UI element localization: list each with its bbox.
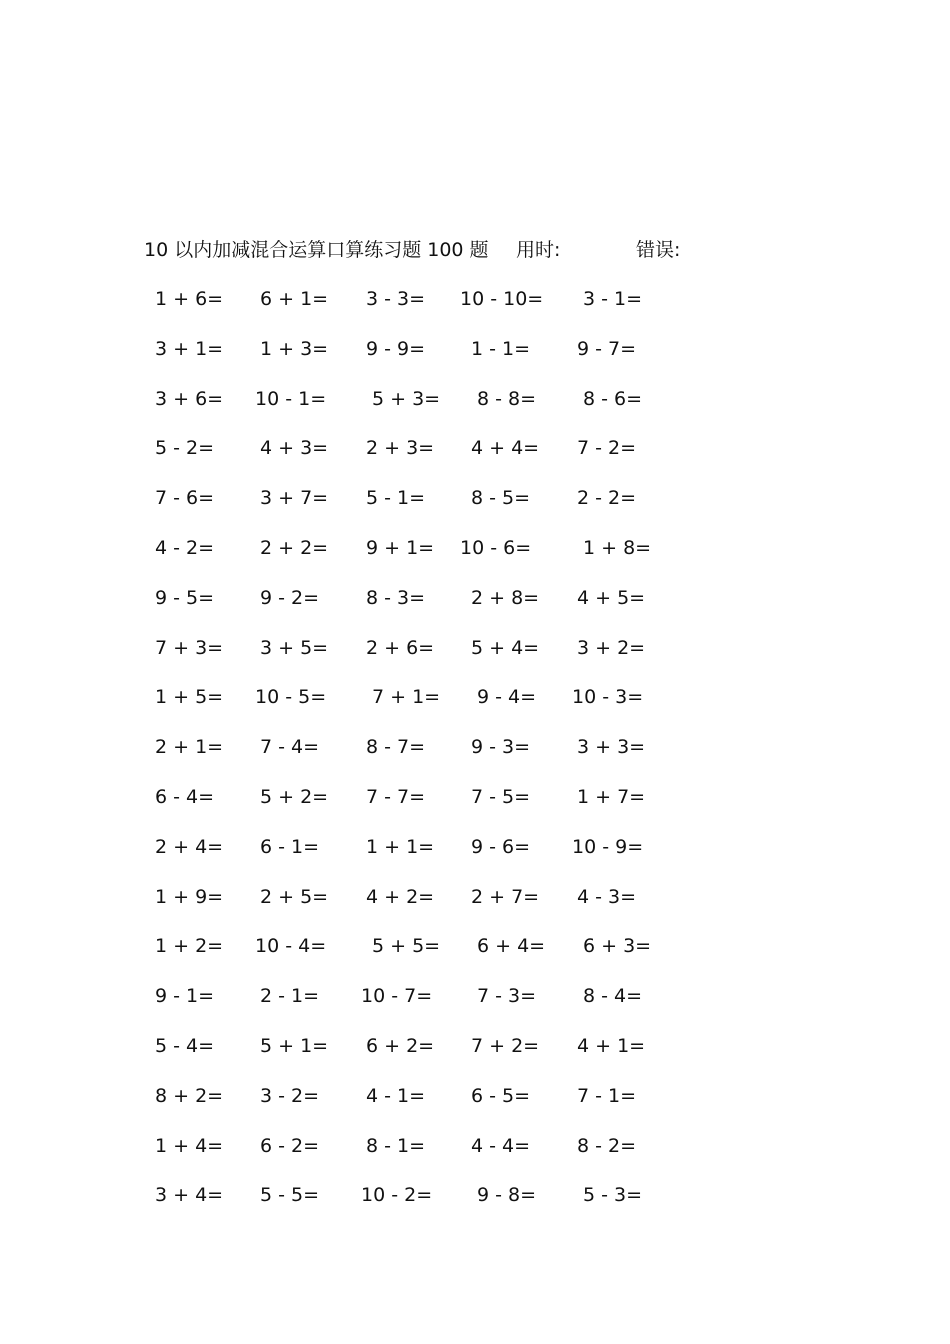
problem-cell: 2 - 1=: [260, 985, 320, 1007]
problem-cell: 5 - 3=: [583, 1184, 643, 1206]
problem-cell: 3 + 1=: [155, 338, 224, 360]
problem-cell: 6 - 4=: [155, 786, 215, 808]
problem-cell: 5 + 2=: [260, 786, 329, 808]
problem-cell: 2 + 8=: [471, 587, 540, 609]
problem-cell: 9 - 8=: [477, 1184, 537, 1206]
problem-cell: 3 + 3=: [577, 736, 646, 758]
problem-cell: 6 + 3=: [583, 935, 652, 957]
problem-cell: 2 + 5=: [260, 886, 329, 908]
problem-cell: 7 - 3=: [477, 985, 537, 1007]
problem-cell: 2 + 2=: [260, 537, 329, 559]
problem-cell: 2 - 2=: [577, 487, 637, 509]
problem-cell: 7 - 5=: [471, 786, 531, 808]
problem-cell: 10 - 9=: [572, 836, 644, 858]
problem-cell: 1 + 5=: [155, 686, 224, 708]
problem-cell: 10 - 2=: [361, 1184, 433, 1206]
problem-cell: 2 + 3=: [366, 437, 435, 459]
problem-cell: 10 - 4=: [255, 935, 327, 957]
problem-cell: 4 - 1=: [366, 1085, 426, 1107]
problem-cell: 8 - 1=: [366, 1135, 426, 1157]
problem-cell: 3 + 5=: [260, 637, 329, 659]
problem-cell: 10 - 10=: [460, 288, 544, 310]
problem-cell: 1 + 8=: [583, 537, 652, 559]
problem-cell: 5 - 4=: [155, 1035, 215, 1057]
problem-cell: 7 - 1=: [577, 1085, 637, 1107]
problem-cell: 7 - 7=: [366, 786, 426, 808]
problem-cell: 3 - 2=: [260, 1085, 320, 1107]
problem-cell: 5 + 5=: [372, 935, 441, 957]
problem-cell: 4 - 2=: [155, 537, 215, 559]
problem-cell: 6 - 2=: [260, 1135, 320, 1157]
problem-cell: 9 - 5=: [155, 587, 215, 609]
problem-cell: 5 - 5=: [260, 1184, 320, 1206]
error-count-label: 错误:: [636, 239, 681, 261]
problem-cell: 5 + 4=: [471, 637, 540, 659]
problem-cell: 9 - 7=: [577, 338, 637, 360]
problem-cell: 10 - 7=: [361, 985, 433, 1007]
problem-cell: 4 - 3=: [577, 886, 637, 908]
problem-cell: 1 + 4=: [155, 1135, 224, 1157]
problem-cell: 2 + 7=: [471, 886, 540, 908]
problem-cell: 3 + 7=: [260, 487, 329, 509]
problem-cell: 7 - 6=: [155, 487, 215, 509]
problem-cell: 2 + 4=: [155, 836, 224, 858]
problem-cell: 9 - 1=: [155, 985, 215, 1007]
problem-cell: 3 - 3=: [366, 288, 426, 310]
problem-cell: 4 + 2=: [366, 886, 435, 908]
problem-cell: 2 + 6=: [366, 637, 435, 659]
problem-cell: 8 - 5=: [471, 487, 531, 509]
problem-cell: 9 - 4=: [477, 686, 537, 708]
problem-cell: 10 - 5=: [255, 686, 327, 708]
problem-cell: 7 + 3=: [155, 637, 224, 659]
problem-cell: 7 + 1=: [372, 686, 441, 708]
problem-cell: 6 - 1=: [260, 836, 320, 858]
problem-cell: 4 + 4=: [471, 437, 540, 459]
problem-cell: 1 + 9=: [155, 886, 224, 908]
problem-cell: 1 + 6=: [155, 288, 224, 310]
problem-cell: 8 - 4=: [583, 985, 643, 1007]
problem-cell: 1 + 1=: [366, 836, 435, 858]
time-used-label: 用时:: [516, 239, 561, 261]
problem-cell: 10 - 6=: [460, 537, 532, 559]
problem-cell: 8 - 6=: [583, 388, 643, 410]
problem-cell: 10 - 1=: [255, 388, 327, 410]
problem-cell: 6 - 5=: [471, 1085, 531, 1107]
problem-cell: 8 - 7=: [366, 736, 426, 758]
problem-cell: 1 - 1=: [471, 338, 531, 360]
problem-cell: 6 + 2=: [366, 1035, 435, 1057]
problem-cell: 7 + 2=: [471, 1035, 540, 1057]
problem-cell: 1 + 3=: [260, 338, 329, 360]
problem-cell: 5 - 1=: [366, 487, 426, 509]
problem-cell: 9 - 6=: [471, 836, 531, 858]
problem-cell: 8 - 2=: [577, 1135, 637, 1157]
problem-cell: 10 - 3=: [572, 686, 644, 708]
problem-cell: 9 - 3=: [471, 736, 531, 758]
problem-cell: 6 + 1=: [260, 288, 329, 310]
problem-cell: 9 - 9=: [366, 338, 426, 360]
problem-cell: 7 - 4=: [260, 736, 320, 758]
problem-cell: 3 + 4=: [155, 1184, 224, 1206]
problem-cell: 9 + 1=: [366, 537, 435, 559]
problem-cell: 5 + 1=: [260, 1035, 329, 1057]
problem-cell: 1 + 2=: [155, 935, 224, 957]
problem-cell: 1 + 7=: [577, 786, 646, 808]
problem-cell: 2 + 1=: [155, 736, 224, 758]
problem-cell: 3 - 1=: [583, 288, 643, 310]
problem-cell: 4 - 4=: [471, 1135, 531, 1157]
problem-cell: 7 - 2=: [577, 437, 637, 459]
problem-cell: 8 - 8=: [477, 388, 537, 410]
problem-cell: 6 + 4=: [477, 935, 546, 957]
problem-cell: 3 + 2=: [577, 637, 646, 659]
problem-cell: 3 + 6=: [155, 388, 224, 410]
worksheet-title: 10 以内加减混合运算口算练习题 100 题: [144, 239, 489, 261]
problem-cell: 5 + 3=: [372, 388, 441, 410]
problem-cell: 8 - 3=: [366, 587, 426, 609]
problem-cell: 4 + 5=: [577, 587, 646, 609]
problem-cell: 8 + 2=: [155, 1085, 224, 1107]
problem-cell: 4 + 3=: [260, 437, 329, 459]
problem-cell: 4 + 1=: [577, 1035, 646, 1057]
problem-cell: 9 - 2=: [260, 587, 320, 609]
problem-cell: 5 - 2=: [155, 437, 215, 459]
